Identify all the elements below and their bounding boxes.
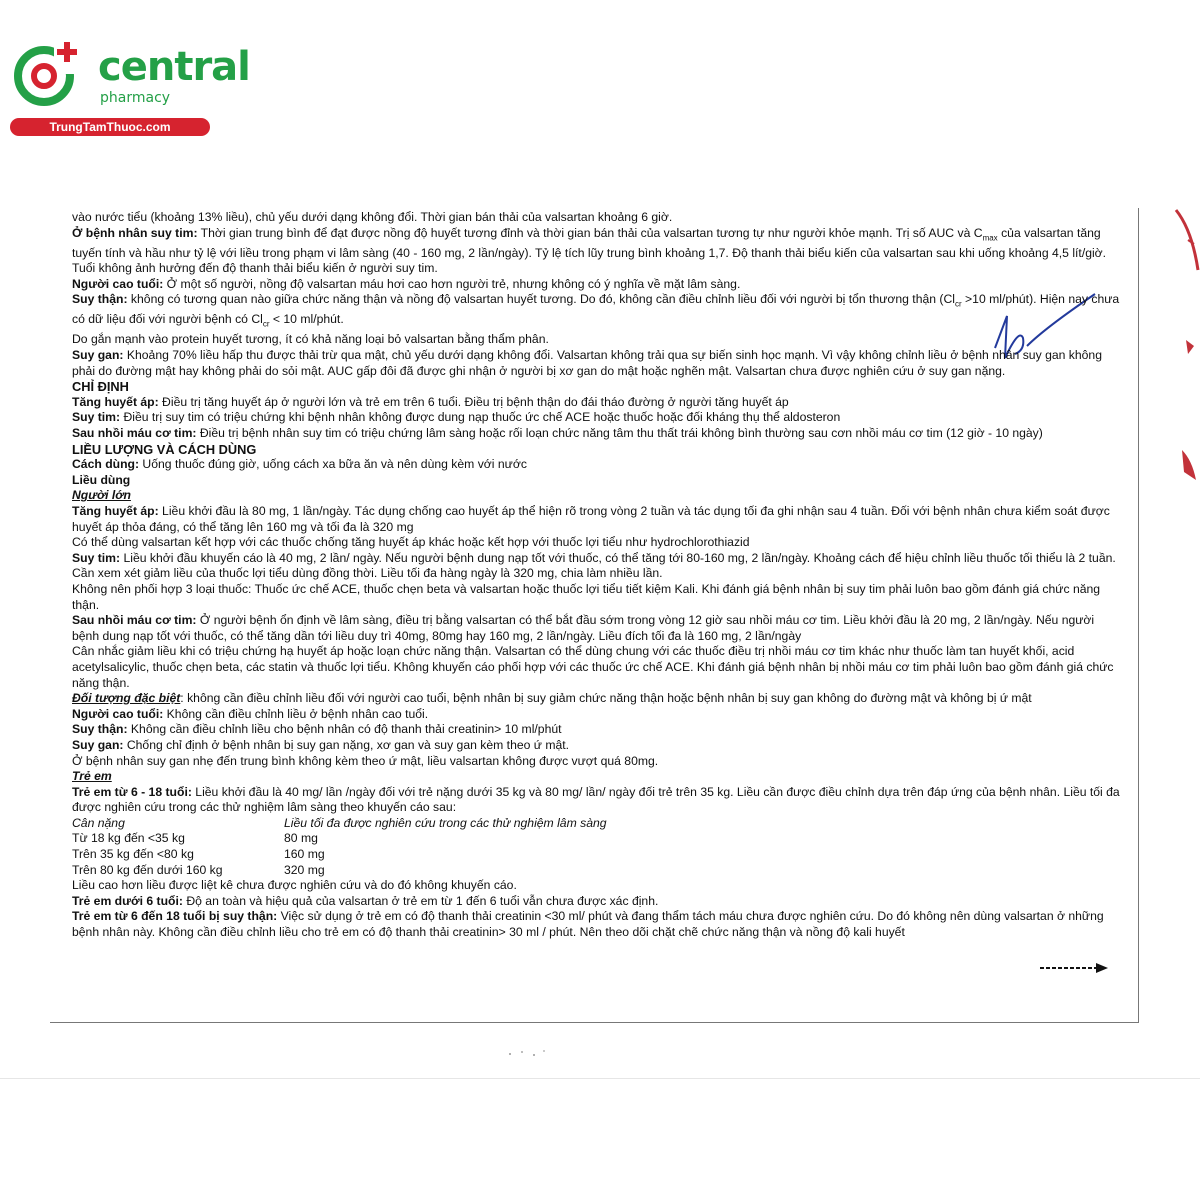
paragraph: vào nước tiểu (khoảng 13% liều), chủ yếu dưới dạng không đổi. Thời gian bán thải của valsartan khoảng 6 giờ. — [72, 210, 673, 224]
brand-subtitle: pharmacy — [100, 90, 171, 106]
paragraph: Suy gan: Chống chỉ định ở bệnh nhân bị suy gan nặng, xơ gan và suy gan kèm theo ứ mật. — [72, 737, 570, 752]
subheading: Trẻ em — [72, 769, 112, 784]
brand-logo[interactable] — [10, 38, 250, 138]
brand-site-badge: TrungTamThuoc.com — [10, 118, 210, 136]
paragraph: Liều cao hơn liều được liệt kê chưa được nghiên cứu và do đó không khuyến cáo. — [72, 878, 517, 893]
dose-table — [72, 816, 607, 878]
paragraph: Suy thận: Không cần điều chỉnh liều cho bệnh nhân có độ thanh thải creatinin> 10 ml/phút — [72, 722, 562, 737]
paragraph: Cân nhắc giảm liều khi có triệu chứng hạ huyết áp hoặc loạn chức năng thận. Valsartan có thể dùng chung với các thuốc điều trị nhồi máu cơ tim khác như thuốc làm tan huyết khối, acid acetylsalicylic, thuốc chẹn beta, các statin và thuốc lợi tiểu. Không khuyến cáo phối hợp với các thuốc ức chế ACE. Khi đánh giá bệnh nhân bị nhồi máu cơ tim phải luôn bao gồm đánh giá chức năng thận. — [72, 644, 1114, 690]
divider — [0, 1078, 1200, 1079]
paragraph: Trẻ em dưới 6 tuổi: Độ an toàn và hiệu quả của valsartan ở trẻ em từ 1 đến 6 tuổi vẫn chưa được xác định. — [72, 893, 659, 908]
red-stamp-fragment — [1158, 200, 1200, 520]
table-row — [72, 847, 607, 863]
paragraph: Trẻ em từ 6 - 18 tuổi: Liều khởi đầu là 40 mg/ lần /ngày đối với trẻ nặng dưới 35 kg và 80 mg/ lần/ ngày đối trẻ trên 35 kg. Liều cần được điều chỉnh dựa trên đáp ứng của bệnh nhân. Liều tối đa được nghiên cứu trong các thử nghiệm lâm sàng theo khuyến cáo sau: — [72, 784, 1120, 815]
paragraph: Người cao tuổi: Không cần điều chỉnh liều ở bệnh nhân cao tuổi. — [72, 706, 429, 721]
paragraph: Sau nhồi máu cơ tim: Ở người bệnh ổn định về lâm sàng, điều trị bằng valsartan có thể bắt đầu sớm trong vòng 12 giờ sau nhồi máu cơ tim. Liều khởi đầu là 20 mg, 2 lần/ngày. Nếu người bệnh dung nạp tốt với thuốc, có thể tăng dần tới liều duy trì 40mg, 80mg hay 160 mg, 2 lần/ngày. Liều đích tối đa là 160 mg, 2 lần/ngày — [72, 613, 1095, 643]
paragraph: Do gắn mạnh vào protein huyết tương, ít có khả năng loại bỏ valsartan bằng thẩm phân. — [72, 332, 549, 347]
table-header-cell: Cân nặng — [72, 815, 125, 830]
paragraph: Suy gan: Khoảng 70% liều hấp thu được thải trừ qua mật, chủ yếu dưới dạng không đổi. Valsartan không trải qua sự biến sinh học mạnh. Vì vậy không chỉnh liều ở bệnh nhân suy gan không phải do đường mật hay không phải do sỏi mật. AUC gấp đôi đã được ghi nhận ở người bị xơ gan do mật hoặc nghẽn mật. Valsartan chưa được nghiên cứu ở suy gan nặng. — [72, 348, 1102, 378]
section-heading: CHỈ ĐỊNH — [72, 379, 129, 395]
table-header-row — [72, 816, 607, 832]
paragraph: Ở bệnh nhân suy tim: Thời gian trung bình để đạt được nồng độ huyết tương đỉnh và thời gian bán thải của valsartan tương tự như người khỏe mạnh. Trị số AUC và $C_{max}$ của valsartan tăng tuyến tính và hầu như tỷ lệ với liều trong phạm vi lâm sàng (40 - 160 mg, 2 lần/ngày). Tỷ lệ tích lũy trung bình khoảng 1,7. Độ thanh thải biểu kiến của valsartan sau khi uống khoảng 4,5 lít/giờ. Tuổi không ảnh hưởng đến độ thanh thải biểu kiến ở người suy tim. — [72, 225, 1107, 276]
section-heading: LIỀU LƯỢNG VÀ CÁCH DÙNG — [72, 441, 257, 457]
paragraph: Suy tim: Liều khởi đầu khuyến cáo là 40 mg, 2 lần/ ngày. Nếu người bệnh dung nạp tốt với thuốc, có thể tăng tới 80-160 mg, 2 lần/ngày. Khoảng cách để hiệu chỉnh liều thuốc tối thiểu là 2 tuần. Cần xem xét giảm liều của thuốc lợi tiểu dùng đồng thời. Liều tối đa hàng ngày là 320 mg, chia làm nhiều lần. — [72, 550, 1116, 581]
brand-name: central — [98, 44, 250, 90]
subheading: Người lớn — [72, 488, 131, 503]
table-cell: 320 mg — [284, 862, 325, 877]
paragraph: Suy tim: Điều trị suy tim có triệu chứng khi bệnh nhân không được dung nạp thuốc ức chế ACE hoặc thuốc hoặc đối kháng thụ thể aldosteron — [72, 410, 841, 425]
table-cell: 160 mg — [284, 847, 325, 862]
central-pharmacy-logo-icon — [10, 38, 82, 110]
paragraph: Suy thận: không có tương quan nào giữa chức năng thận và nồng độ valsartan huyết tương. Do đó, không cần điều chỉnh liều đối với người bị tổn thương thận ($Cl_{cr} >10$ ml/phút). Hiện nay chưa có dữ liệu đối với người bệnh có $Cl_{cr} < 10$ ml/phút. — [72, 292, 1120, 329]
paragraph: Người cao tuổi: Ở một số người, nồng độ valsartan máu hơi cao hơn người trẻ, nhưng không có ý nghĩa về mặt lâm sàng. — [72, 276, 741, 291]
table-row — [72, 863, 607, 879]
paragraph: Đối tượng đặc biệt: không cần điều chỉnh liều đối với người cao tuổi, bệnh nhân bị suy giảm chức năng thận hoặc bệnh nhân bị suy gan không do đường mật và không bị ứ mật — [72, 691, 1032, 706]
scan-specks — [500, 1048, 560, 1058]
paragraph: Tăng huyết áp: Điều trị tăng huyết áp ở người lớn và trẻ em trên 6 tuổi. Điều trị bệnh thận do đái tháo đường ở người tăng huyết áp — [72, 394, 789, 409]
table-cell: Trên 80 kg đến dưới 160 kg — [72, 862, 223, 877]
paragraph: Không nên phối hợp 3 loại thuốc: Thuốc ức chế ACE, thuốc chẹn beta và valsartan hoặc thuốc lợi tiểu tiết kiệm Kali. Khi đánh giá bệnh nhân bị suy tim phải luôn bao gồm đánh giá chức năng thận. — [72, 581, 1101, 612]
table-cell: 80 mg — [284, 831, 318, 846]
paragraph: Cách dùng: Uống thuốc đúng giờ, uống cách xa bữa ăn và nên dùng kèm với nước — [72, 457, 527, 472]
table-cell: Từ 18 kg đến <35 kg — [72, 831, 185, 846]
paragraph: Có thể dùng valsartan kết hợp với các thuốc chống tăng huyết áp khác hoặc kết hợp với thuốc lợi tiểu như hydrochlorothiazid — [72, 535, 750, 550]
document-body — [72, 210, 1122, 941]
paragraph: Sau nhồi máu cơ tim: Điều trị bệnh nhân suy tim có triệu chứng lâm sàng hoặc rối loạn chức năng tâm thu thất trái không bình thường sau cơn nhồi máu cơ tim (12 giờ - 10 ngày) — [72, 426, 1043, 441]
paragraph: Trẻ em từ 6 đến 18 tuổi bị suy thận: Việc sử dụng ở trẻ em có độ thanh thải creatinin <30 ml/ phút và đang thẩm tách máu chưa được nghiên cứu. Do đó không nên dùng valsartan ở những bệnh nhân này. Không cần điều chỉnh liều cho trẻ em có độ thanh thải creatinin> 30 ml / phút. Nên theo dõi chặt chẽ chức năng thận và nồng độ kali huyết — [72, 909, 1104, 940]
subheading: Liều dùng — [72, 472, 131, 487]
paragraph: Ở bệnh nhân suy gan nhẹ đến trung bình không kèm theo ứ mật, liều valsartan không được vượt quá 80mg. — [72, 753, 659, 768]
continue-arrow-icon — [1040, 962, 1108, 974]
paragraph: Tăng huyết áp: Liều khởi đầu là 80 mg, 1 lần/ngày. Tác dụng chống cao huyết áp thể hiện rõ trong vòng 2 tuần và tác dụng tối đa ghi nhận sau 4 tuần. Đối với bệnh nhân chưa kiểm soát được huyết áp thỏa đáng, có thể tăng lên 160 mg và tối đa là 320 mg — [72, 504, 1110, 534]
table-cell: Trên 35 kg đến <80 kg — [72, 847, 194, 862]
table-header-cell: Liều tối đa được nghiên cứu trong các thử nghiệm lâm sàng — [284, 815, 607, 830]
table-row — [72, 831, 607, 847]
